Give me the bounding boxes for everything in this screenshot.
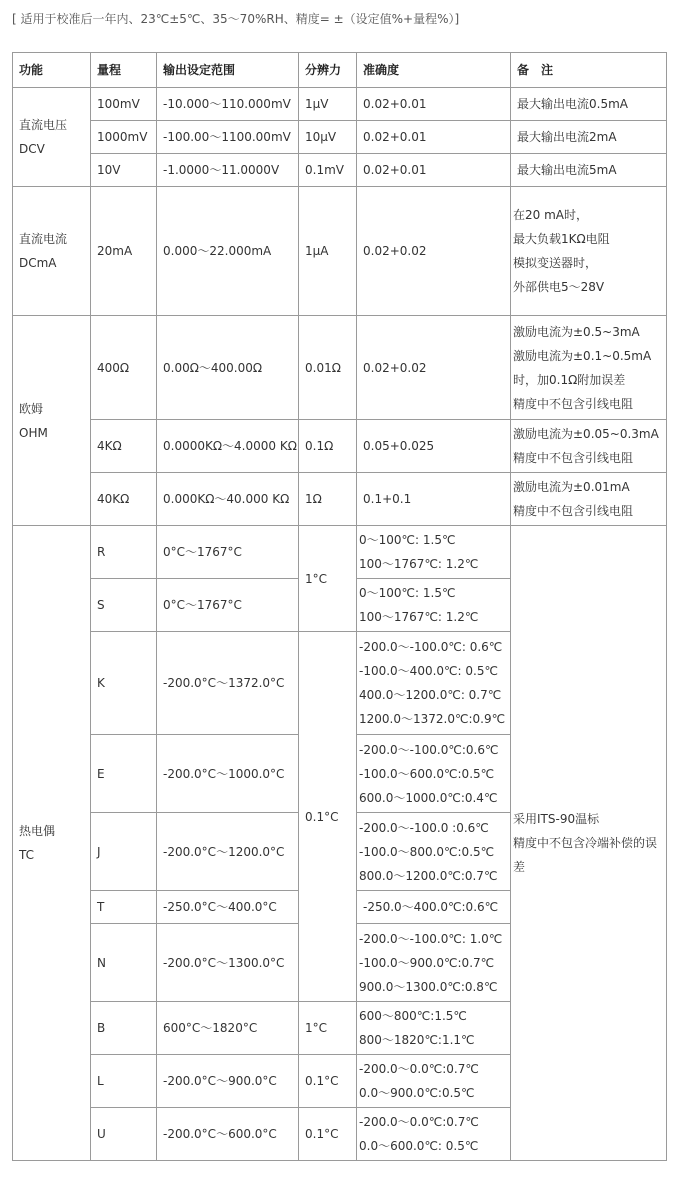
- remark-line: 精度中不包含引线电阻: [513, 396, 634, 411]
- accuracy-line: -100.0～800.0℃:0.5℃: [359, 844, 495, 859]
- header-row: [13, 53, 667, 88]
- func-dcv-en: DCV: [19, 142, 45, 156]
- header-resolution: 分辨力: [299, 53, 357, 88]
- resolution-cell: 1μV: [299, 88, 357, 121]
- accuracy-line: 100～1767℃: 1.2℃: [359, 610, 479, 624]
- accuracy-line: -200.0～-100.0℃: 0.6℃: [359, 640, 503, 654]
- remark-cell: 最大输出电流0.5mA: [511, 88, 667, 121]
- remark-line: 精度中不包含引线电阻: [513, 504, 634, 518]
- accuracy-cell: 0.02+0.02: [357, 316, 511, 420]
- resolution-cell: 1μA: [299, 187, 357, 316]
- tc-remark-cell: [511, 526, 667, 1161]
- accuracy-line: 1200.0～1372.0℃:0.9℃: [359, 712, 506, 726]
- accuracy-line: 600.0～1000.0℃:0.4℃: [359, 790, 498, 805]
- accuracy-line: 100～1767℃: 1.2℃: [359, 557, 479, 571]
- table-row: [13, 154, 667, 187]
- range-cell: E: [91, 735, 157, 813]
- remark-line: 在20 mA时，: [513, 208, 588, 222]
- range-cell: J: [91, 813, 157, 891]
- header-function: 功能: [13, 53, 91, 88]
- accuracy-cell: [357, 632, 511, 735]
- table-row: [13, 88, 667, 121]
- func-dcv: [13, 88, 91, 187]
- range-cell: 20mA: [91, 187, 157, 316]
- func-ohm-cn: 欧姆: [19, 401, 44, 416]
- header-range: 量程: [91, 53, 157, 88]
- remark-cell: 最大输出电流5mA: [511, 154, 667, 187]
- table-row: [13, 121, 667, 154]
- header-accuracy: 准确度: [357, 53, 511, 88]
- accuracy-cell: -250.0～400.0℃:0.6℃: [357, 891, 511, 924]
- range-cell: N: [91, 924, 157, 1002]
- func-ohm: [13, 316, 91, 526]
- accuracy-line: 800～1820℃:1.1℃: [359, 1033, 475, 1047]
- table-row: [13, 316, 667, 420]
- remark-line: 时，加0.1Ω附加误差: [513, 372, 626, 387]
- range-cell: K: [91, 632, 157, 735]
- remark-line: 激励电流为±0.5~3mA: [513, 324, 640, 339]
- range-cell: 10V: [91, 154, 157, 187]
- range-cell: 4KΩ: [91, 420, 157, 473]
- output-cell: -10.000～110.000mV: [157, 88, 299, 121]
- func-tc-cn: 热电偶: [19, 824, 56, 838]
- output-cell: -250.0°C～400.0°C: [157, 891, 299, 924]
- output-cell: 0.000KΩ～40.000 KΩ: [157, 473, 299, 526]
- func-dcma-cn: 直流电流: [19, 232, 68, 246]
- accuracy-line: 0.0～900.0℃:0.5℃: [359, 1086, 475, 1100]
- remark-line: 最大负载1KΩ电阻: [513, 232, 610, 246]
- accuracy-line: 900.0～1300.0℃:0.8℃: [359, 979, 498, 994]
- func-tc: [13, 526, 91, 1161]
- resolution-cell: 0.1°C: [299, 632, 357, 1002]
- resolution-cell: 0.1Ω: [299, 420, 357, 473]
- remark-cell: [511, 316, 667, 420]
- accuracy-cell: [357, 924, 511, 1002]
- resolution-cell: 10μV: [299, 121, 357, 154]
- output-cell: -200.0°C～1300.0°C: [157, 924, 299, 1002]
- accuracy-line: -100.0～400.0℃: 0.5℃: [359, 664, 498, 678]
- accuracy-line: 0～100℃: 1.5℃: [359, 533, 456, 547]
- accuracy-line: -100.0～900.0℃:0.7℃: [359, 955, 495, 970]
- func-dcma: [13, 187, 91, 316]
- accuracy-cell: [357, 735, 511, 813]
- output-cell: 0°C～1767°C: [157, 579, 299, 632]
- remark-line: 激励电流为±0.1~0.5mA: [513, 348, 652, 363]
- output-cell: -100.00～1100.00mV: [157, 121, 299, 154]
- func-tc-en: TC: [19, 848, 35, 862]
- accuracy-line: -100.0～600.0℃:0.5℃: [359, 766, 495, 781]
- accuracy-cell: [357, 526, 511, 579]
- range-cell: 400Ω: [91, 316, 157, 420]
- output-cell: -200.0°C～1000.0°C: [157, 735, 299, 813]
- output-cell: -200.0°C～600.0°C: [157, 1108, 299, 1161]
- accuracy-line: 800.0～1200.0℃:0.7℃: [359, 868, 498, 883]
- accuracy-cell: [357, 813, 511, 891]
- accuracy-cell: [357, 1055, 511, 1108]
- remark-line: 精度中不包含冷端补偿的误: [513, 836, 658, 850]
- accuracy-cell: 0.05+0.025: [357, 420, 511, 473]
- remark-cell: [511, 420, 667, 473]
- accuracy-cell: 0.02+0.01: [357, 154, 511, 187]
- resolution-cell: 1Ω: [299, 473, 357, 526]
- remark-line: 差: [513, 860, 526, 874]
- output-cell: 0.00Ω～400.00Ω: [157, 316, 299, 420]
- resolution-cell: 0.1°C: [299, 1055, 357, 1108]
- output-cell: 0.000～22.000mA: [157, 187, 299, 316]
- func-dcv-cn: 直流电压: [19, 118, 68, 132]
- func-ohm-en: OHM: [19, 425, 48, 440]
- remark-line: 精度中不包含引线电阻: [513, 451, 634, 465]
- header-output: 输出设定范围: [157, 53, 299, 88]
- resolution-cell: 0.1mV: [299, 154, 357, 187]
- accuracy-line: -200.0～-100.0 :0.6℃: [359, 820, 489, 835]
- output-cell: -1.0000～11.0000V: [157, 154, 299, 187]
- accuracy-line: -200.0～0.0℃:0.7℃: [359, 1115, 479, 1129]
- range-cell: B: [91, 1002, 157, 1055]
- accuracy-line: -200.0～0.0℃:0.7℃: [359, 1062, 479, 1076]
- accuracy-line: -200.0～-100.0℃: 1.0℃: [359, 931, 503, 946]
- range-cell: T: [91, 891, 157, 924]
- resolution-cell: 0.01Ω: [299, 316, 357, 420]
- accuracy-line: 600～800℃:1.5℃: [359, 1009, 467, 1023]
- resolution-cell: 1°C: [299, 526, 357, 632]
- accuracy-cell: [357, 579, 511, 632]
- remark-cell: [511, 187, 667, 316]
- resolution-cell: 0.1°C: [299, 1108, 357, 1161]
- remark-line: 激励电流为±0.01mA: [513, 480, 630, 494]
- remark-cell: [511, 473, 667, 526]
- range-cell: 40KΩ: [91, 473, 157, 526]
- func-dcma-en: DCmA: [19, 256, 57, 270]
- table-row: [13, 420, 667, 473]
- resolution-cell: 1°C: [299, 1002, 357, 1055]
- accuracy-cell: [357, 1108, 511, 1161]
- remark-line: 外部供电5～28V: [513, 280, 605, 294]
- output-cell: 0.0000KΩ～4.0000 KΩ: [157, 420, 299, 473]
- output-cell: -200.0°C～1200.0°C: [157, 813, 299, 891]
- table-row: [13, 187, 667, 316]
- accuracy-cell: [357, 1002, 511, 1055]
- accuracy-cell: 0.02+0.02: [357, 187, 511, 316]
- output-cell: -200.0°C～900.0°C: [157, 1055, 299, 1108]
- output-cell: 0°C～1767°C: [157, 526, 299, 579]
- remark-cell: 最大输出电流2mA: [511, 121, 667, 154]
- remark-line: 激励电流为±0.05~0.3mA: [513, 427, 659, 441]
- accuracy-cell: 0.02+0.01: [357, 121, 511, 154]
- spec-caption: [ 适用于校准后一年内、23℃±5℃、35～70%RH、精度= ±（设定值%+量程%）]: [12, 12, 460, 26]
- range-cell: S: [91, 579, 157, 632]
- table-row: [13, 526, 667, 579]
- range-cell: R: [91, 526, 157, 579]
- accuracy-line: 400.0～1200.0℃: 0.7℃: [359, 688, 502, 702]
- accuracy-line: 0.0～600.0℃: 0.5℃: [359, 1139, 479, 1153]
- range-cell: 100mV: [91, 88, 157, 121]
- accuracy-line: 0～100℃: 1.5℃: [359, 586, 456, 600]
- spec-table: [12, 52, 667, 1161]
- remark-line: 采用ITS-90温标: [513, 812, 600, 826]
- range-cell: 1000mV: [91, 121, 157, 154]
- accuracy-cell: 0.1+0.1: [357, 473, 511, 526]
- remark-line: 模拟变送器时，: [513, 256, 598, 270]
- accuracy-cell: 0.02+0.01: [357, 88, 511, 121]
- output-cell: -200.0°C～1372.0°C: [157, 632, 299, 735]
- table-row: [13, 473, 667, 526]
- range-cell: L: [91, 1055, 157, 1108]
- output-cell: 600°C～1820°C: [157, 1002, 299, 1055]
- range-cell: U: [91, 1108, 157, 1161]
- header-remarks: 备 注: [511, 53, 667, 88]
- accuracy-line: -200.0～-100.0℃:0.6℃: [359, 742, 499, 757]
